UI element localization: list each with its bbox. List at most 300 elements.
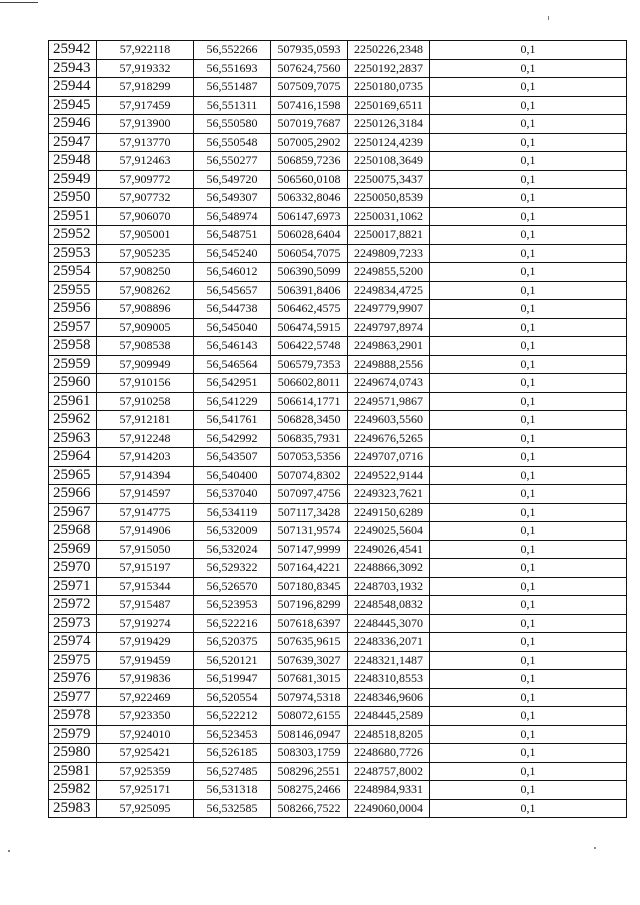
table-row — [49, 189, 627, 208]
longitude-cell: 56,526185 — [194, 744, 271, 763]
y-coordinate-cell: 2249707,0716 — [348, 448, 430, 467]
point-number: 25964 — [49, 448, 97, 467]
accuracy-cell: 0,1 — [430, 540, 627, 559]
latitude-cell: 57,914203 — [97, 448, 194, 467]
accuracy-cell: 0,1 — [430, 133, 627, 152]
latitude-cell: 57,909005 — [97, 318, 194, 337]
longitude-cell: 56,532585 — [194, 799, 271, 818]
accuracy-cell: 0,1 — [430, 614, 627, 633]
longitude-cell: 56,549720 — [194, 170, 271, 189]
x-coordinate-cell: 506422,5748 — [271, 337, 348, 356]
y-coordinate-cell: 2250169,6511 — [348, 96, 430, 115]
point-number: 25959 — [49, 355, 97, 374]
y-coordinate-cell: 2249323,7621 — [348, 485, 430, 504]
accuracy-cell: 0,1 — [430, 670, 627, 689]
y-coordinate-cell: 2249779,9907 — [348, 300, 430, 319]
point-number: 25970 — [49, 559, 97, 578]
table-row — [49, 559, 627, 578]
longitude-cell: 56,549307 — [194, 189, 271, 208]
latitude-cell: 57,905001 — [97, 226, 194, 245]
y-coordinate-cell: 2249863,2901 — [348, 337, 430, 356]
table-row — [49, 392, 627, 411]
longitude-cell: 56,551693 — [194, 59, 271, 78]
point-number: 25947 — [49, 133, 97, 152]
longitude-cell: 56,540400 — [194, 466, 271, 485]
table-row — [49, 411, 627, 430]
x-coordinate-cell: 507019,7687 — [271, 115, 348, 134]
point-number: 25965 — [49, 466, 97, 485]
accuracy-cell: 0,1 — [430, 744, 627, 763]
table-row — [49, 448, 627, 467]
point-number: 25958 — [49, 337, 97, 356]
latitude-cell: 57,915487 — [97, 596, 194, 615]
longitude-cell: 56,551311 — [194, 96, 271, 115]
point-number: 25971 — [49, 577, 97, 596]
longitude-cell: 56,522212 — [194, 707, 271, 726]
longitude-cell: 56,532024 — [194, 540, 271, 559]
table-row — [49, 78, 627, 97]
longitude-cell: 56,550277 — [194, 152, 271, 171]
y-coordinate-cell: 2250192,2837 — [348, 59, 430, 78]
accuracy-cell: 0,1 — [430, 189, 627, 208]
latitude-cell: 57,919459 — [97, 651, 194, 670]
table-row — [49, 614, 627, 633]
longitude-cell: 56,550580 — [194, 115, 271, 134]
accuracy-cell: 0,1 — [430, 522, 627, 541]
table-row — [49, 670, 627, 689]
x-coordinate-cell: 508275,2466 — [271, 781, 348, 800]
latitude-cell: 57,909772 — [97, 170, 194, 189]
point-number: 25955 — [49, 281, 97, 300]
x-coordinate-cell: 508146,0947 — [271, 725, 348, 744]
table-row — [49, 688, 627, 707]
point-number: 25974 — [49, 633, 97, 652]
point-number: 25962 — [49, 411, 97, 430]
accuracy-cell: 0,1 — [430, 374, 627, 393]
table-row — [49, 41, 627, 60]
table-row — [49, 781, 627, 800]
latitude-cell: 57,913900 — [97, 115, 194, 134]
y-coordinate-cell: 2249571,9867 — [348, 392, 430, 411]
x-coordinate-cell: 507117,3428 — [271, 503, 348, 522]
x-coordinate-cell: 506147,6973 — [271, 207, 348, 226]
accuracy-cell: 0,1 — [430, 688, 627, 707]
latitude-cell: 57,912248 — [97, 429, 194, 448]
longitude-cell: 56,526570 — [194, 577, 271, 596]
y-coordinate-cell: 2250017,8821 — [348, 226, 430, 245]
point-number: 25976 — [49, 670, 97, 689]
table-row — [49, 799, 627, 818]
x-coordinate-cell: 508072,6155 — [271, 707, 348, 726]
latitude-cell: 57,919429 — [97, 633, 194, 652]
latitude-cell: 57,913770 — [97, 133, 194, 152]
longitude-cell: 56,541761 — [194, 411, 271, 430]
point-number: 25980 — [49, 744, 97, 763]
y-coordinate-cell: 2250050,8539 — [348, 189, 430, 208]
latitude-cell: 57,919332 — [97, 59, 194, 78]
accuracy-cell: 0,1 — [430, 559, 627, 578]
y-coordinate-cell: 2248321,1487 — [348, 651, 430, 670]
latitude-cell: 57,905235 — [97, 244, 194, 263]
accuracy-cell: 0,1 — [430, 207, 627, 226]
y-coordinate-cell: 2248310,8553 — [348, 670, 430, 689]
accuracy-cell: 0,1 — [430, 503, 627, 522]
longitude-cell: 56,548974 — [194, 207, 271, 226]
y-coordinate-cell: 2249025,5604 — [348, 522, 430, 541]
x-coordinate-cell: 507974,5318 — [271, 688, 348, 707]
table-row — [49, 744, 627, 763]
y-coordinate-cell: 2248445,2589 — [348, 707, 430, 726]
point-number: 25949 — [49, 170, 97, 189]
y-coordinate-cell: 2249150,6289 — [348, 503, 430, 522]
accuracy-cell: 0,1 — [430, 244, 627, 263]
point-number: 25966 — [49, 485, 97, 504]
accuracy-cell: 0,1 — [430, 762, 627, 781]
x-coordinate-cell: 507635,9615 — [271, 633, 348, 652]
table-row — [49, 355, 627, 374]
y-coordinate-cell: 2249834,4725 — [348, 281, 430, 300]
x-coordinate-cell: 506579,7353 — [271, 355, 348, 374]
latitude-cell: 57,907732 — [97, 189, 194, 208]
y-coordinate-cell: 2248548,0832 — [348, 596, 430, 615]
y-coordinate-cell: 2249603,5560 — [348, 411, 430, 430]
x-coordinate-cell: 507618,6397 — [271, 614, 348, 633]
latitude-cell: 57,919836 — [97, 670, 194, 689]
table-row — [49, 300, 627, 319]
longitude-cell: 56,544738 — [194, 300, 271, 319]
y-coordinate-cell: 2250126,3184 — [348, 115, 430, 134]
latitude-cell: 57,925421 — [97, 744, 194, 763]
y-coordinate-cell: 2248680,7726 — [348, 744, 430, 763]
x-coordinate-cell: 507131,9574 — [271, 522, 348, 541]
x-coordinate-cell: 507196,8299 — [271, 596, 348, 615]
x-coordinate-cell: 507005,2902 — [271, 133, 348, 152]
point-number: 25946 — [49, 115, 97, 134]
accuracy-cell: 0,1 — [430, 281, 627, 300]
y-coordinate-cell: 2248346,9606 — [348, 688, 430, 707]
y-coordinate-cell: 2249797,8974 — [348, 318, 430, 337]
y-coordinate-cell: 2248757,8002 — [348, 762, 430, 781]
x-coordinate-cell: 507164,4221 — [271, 559, 348, 578]
table-row — [49, 152, 627, 171]
accuracy-cell: 0,1 — [430, 707, 627, 726]
accuracy-cell: 0,1 — [430, 263, 627, 282]
longitude-cell: 56,520554 — [194, 688, 271, 707]
longitude-cell: 56,550548 — [194, 133, 271, 152]
point-number: 25953 — [49, 244, 97, 263]
accuracy-cell: 0,1 — [430, 115, 627, 134]
latitude-cell: 57,918299 — [97, 78, 194, 97]
scan-mark — [548, 16, 549, 20]
x-coordinate-cell: 506560,0108 — [271, 170, 348, 189]
table-row — [49, 170, 627, 189]
table-row — [49, 226, 627, 245]
latitude-cell: 57,917459 — [97, 96, 194, 115]
latitude-cell: 57,925171 — [97, 781, 194, 800]
accuracy-cell: 0,1 — [430, 577, 627, 596]
table-row — [49, 318, 627, 337]
latitude-cell: 57,924010 — [97, 725, 194, 744]
x-coordinate-cell: 506859,7236 — [271, 152, 348, 171]
x-coordinate-cell: 507053,5356 — [271, 448, 348, 467]
x-coordinate-cell: 508266,7522 — [271, 799, 348, 818]
longitude-cell: 56,545240 — [194, 244, 271, 263]
latitude-cell: 57,915050 — [97, 540, 194, 559]
accuracy-cell: 0,1 — [430, 799, 627, 818]
latitude-cell: 57,922118 — [97, 41, 194, 60]
accuracy-cell: 0,1 — [430, 355, 627, 374]
latitude-cell: 57,923350 — [97, 707, 194, 726]
y-coordinate-cell: 2249674,0743 — [348, 374, 430, 393]
accuracy-cell: 0,1 — [430, 226, 627, 245]
latitude-cell: 57,915344 — [97, 577, 194, 596]
point-number: 25942 — [49, 41, 97, 60]
latitude-cell: 57,908896 — [97, 300, 194, 319]
table-row — [49, 466, 627, 485]
x-coordinate-cell: 507416,1598 — [271, 96, 348, 115]
point-number: 25954 — [49, 263, 97, 282]
point-number: 25975 — [49, 651, 97, 670]
y-coordinate-cell: 2248866,3092 — [348, 559, 430, 578]
table-row — [49, 115, 627, 134]
latitude-cell: 57,908538 — [97, 337, 194, 356]
y-coordinate-cell: 2248445,3070 — [348, 614, 430, 633]
longitude-cell: 56,523953 — [194, 596, 271, 615]
point-number: 25979 — [49, 725, 97, 744]
latitude-cell: 57,925095 — [97, 799, 194, 818]
table-row — [49, 337, 627, 356]
longitude-cell: 56,548751 — [194, 226, 271, 245]
point-number: 25981 — [49, 762, 97, 781]
longitude-cell: 56,522216 — [194, 614, 271, 633]
x-coordinate-cell: 507509,7075 — [271, 78, 348, 97]
longitude-cell: 56,542951 — [194, 374, 271, 393]
table-row — [49, 429, 627, 448]
point-number: 25969 — [49, 540, 97, 559]
accuracy-cell: 0,1 — [430, 596, 627, 615]
table-row — [49, 263, 627, 282]
table-row — [49, 485, 627, 504]
y-coordinate-cell: 2248703,1932 — [348, 577, 430, 596]
latitude-cell: 57,912181 — [97, 411, 194, 430]
table-row — [49, 96, 627, 115]
y-coordinate-cell: 2249060,0004 — [348, 799, 430, 818]
longitude-cell: 56,527485 — [194, 762, 271, 781]
x-coordinate-cell: 507097,4756 — [271, 485, 348, 504]
table-row — [49, 633, 627, 652]
accuracy-cell: 0,1 — [430, 41, 627, 60]
longitude-cell: 56,552266 — [194, 41, 271, 60]
point-number: 25943 — [49, 59, 97, 78]
header-rule — [0, 2, 38, 3]
table-row — [49, 651, 627, 670]
accuracy-cell: 0,1 — [430, 59, 627, 78]
point-number: 25982 — [49, 781, 97, 800]
x-coordinate-cell: 506391,8406 — [271, 281, 348, 300]
point-number: 25968 — [49, 522, 97, 541]
latitude-cell: 57,915197 — [97, 559, 194, 578]
table-row — [49, 540, 627, 559]
table-body — [49, 41, 627, 818]
table-row — [49, 577, 627, 596]
table-row — [49, 59, 627, 78]
accuracy-cell: 0,1 — [430, 466, 627, 485]
y-coordinate-cell: 2250075,3437 — [348, 170, 430, 189]
point-number: 25957 — [49, 318, 97, 337]
accuracy-cell: 0,1 — [430, 485, 627, 504]
y-coordinate-cell: 2248336,2071 — [348, 633, 430, 652]
accuracy-cell: 0,1 — [430, 411, 627, 430]
point-number: 25960 — [49, 374, 97, 393]
accuracy-cell: 0,1 — [430, 448, 627, 467]
longitude-cell: 56,537040 — [194, 485, 271, 504]
y-coordinate-cell: 2250226,2348 — [348, 41, 430, 60]
y-coordinate-cell: 2250180,0735 — [348, 78, 430, 97]
y-coordinate-cell: 2248518,8205 — [348, 725, 430, 744]
latitude-cell: 57,908250 — [97, 263, 194, 282]
latitude-cell: 57,909949 — [97, 355, 194, 374]
y-coordinate-cell: 2249888,2556 — [348, 355, 430, 374]
x-coordinate-cell: 507147,9999 — [271, 540, 348, 559]
point-number: 25977 — [49, 688, 97, 707]
table-row — [49, 207, 627, 226]
table-row — [49, 707, 627, 726]
x-coordinate-cell: 507639,3027 — [271, 651, 348, 670]
x-coordinate-cell: 508303,1759 — [271, 744, 348, 763]
longitude-cell: 56,543507 — [194, 448, 271, 467]
accuracy-cell: 0,1 — [430, 429, 627, 448]
table-row — [49, 374, 627, 393]
x-coordinate-cell: 506602,8011 — [271, 374, 348, 393]
longitude-cell: 56,545657 — [194, 281, 271, 300]
point-number: 25978 — [49, 707, 97, 726]
accuracy-cell: 0,1 — [430, 318, 627, 337]
accuracy-cell: 0,1 — [430, 392, 627, 411]
point-number: 25945 — [49, 96, 97, 115]
y-coordinate-cell: 2249809,7233 — [348, 244, 430, 263]
x-coordinate-cell: 506390,5099 — [271, 263, 348, 282]
x-coordinate-cell: 506614,1771 — [271, 392, 348, 411]
table-row — [49, 596, 627, 615]
point-number: 25963 — [49, 429, 97, 448]
x-coordinate-cell: 507935,0593 — [271, 41, 348, 60]
latitude-cell: 57,922469 — [97, 688, 194, 707]
longitude-cell: 56,520375 — [194, 633, 271, 652]
table-row — [49, 725, 627, 744]
longitude-cell: 56,542992 — [194, 429, 271, 448]
accuracy-cell: 0,1 — [430, 152, 627, 171]
y-coordinate-cell: 2248984,9331 — [348, 781, 430, 800]
table-row — [49, 503, 627, 522]
point-number: 25950 — [49, 189, 97, 208]
x-coordinate-cell: 507180,8345 — [271, 577, 348, 596]
longitude-cell: 56,546143 — [194, 337, 271, 356]
longitude-cell: 56,523453 — [194, 725, 271, 744]
latitude-cell: 57,919274 — [97, 614, 194, 633]
latitude-cell: 57,908262 — [97, 281, 194, 300]
point-number: 25944 — [49, 78, 97, 97]
accuracy-cell: 0,1 — [430, 651, 627, 670]
longitude-cell: 56,546564 — [194, 355, 271, 374]
longitude-cell: 56,546012 — [194, 263, 271, 282]
longitude-cell: 56,520121 — [194, 651, 271, 670]
latitude-cell: 57,910156 — [97, 374, 194, 393]
table-row — [49, 762, 627, 781]
y-coordinate-cell: 2249522,9144 — [348, 466, 430, 485]
table-row — [49, 522, 627, 541]
table-row — [49, 244, 627, 263]
latitude-cell: 57,925359 — [97, 762, 194, 781]
accuracy-cell: 0,1 — [430, 633, 627, 652]
y-coordinate-cell: 2250108,3649 — [348, 152, 430, 171]
x-coordinate-cell: 507681,3015 — [271, 670, 348, 689]
longitude-cell: 56,534119 — [194, 503, 271, 522]
x-coordinate-cell: 507074,8302 — [271, 466, 348, 485]
point-number: 25973 — [49, 614, 97, 633]
x-coordinate-cell: 506828,3450 — [271, 411, 348, 430]
latitude-cell: 57,914394 — [97, 466, 194, 485]
longitude-cell: 56,541229 — [194, 392, 271, 411]
scan-speck — [8, 850, 10, 852]
table-row — [49, 133, 627, 152]
accuracy-cell: 0,1 — [430, 725, 627, 744]
point-number: 25961 — [49, 392, 97, 411]
x-coordinate-cell: 506835,7931 — [271, 429, 348, 448]
latitude-cell: 57,910258 — [97, 392, 194, 411]
x-coordinate-cell: 508296,2551 — [271, 762, 348, 781]
scan-speck — [594, 847, 596, 849]
point-number: 25948 — [49, 152, 97, 171]
longitude-cell: 56,519947 — [194, 670, 271, 689]
y-coordinate-cell: 2249026,4541 — [348, 540, 430, 559]
accuracy-cell: 0,1 — [430, 170, 627, 189]
latitude-cell: 57,914597 — [97, 485, 194, 504]
point-number: 25956 — [49, 300, 97, 319]
accuracy-cell: 0,1 — [430, 337, 627, 356]
x-coordinate-cell: 506474,5915 — [271, 318, 348, 337]
point-number: 25972 — [49, 596, 97, 615]
x-coordinate-cell: 506332,8046 — [271, 189, 348, 208]
point-number: 25952 — [49, 226, 97, 245]
latitude-cell: 57,914906 — [97, 522, 194, 541]
longitude-cell: 56,532009 — [194, 522, 271, 541]
accuracy-cell: 0,1 — [430, 300, 627, 319]
accuracy-cell: 0,1 — [430, 78, 627, 97]
point-number: 25983 — [49, 799, 97, 818]
longitude-cell: 56,545040 — [194, 318, 271, 337]
latitude-cell: 57,906070 — [97, 207, 194, 226]
point-number: 25951 — [49, 207, 97, 226]
x-coordinate-cell: 506028,6404 — [271, 226, 348, 245]
table-row — [49, 281, 627, 300]
x-coordinate-cell: 506462,4575 — [271, 300, 348, 319]
y-coordinate-cell: 2250124,4239 — [348, 133, 430, 152]
accuracy-cell: 0,1 — [430, 781, 627, 800]
point-number: 25967 — [49, 503, 97, 522]
y-coordinate-cell: 2249855,5200 — [348, 263, 430, 282]
x-coordinate-cell: 506054,7075 — [271, 244, 348, 263]
y-coordinate-cell: 2249676,5265 — [348, 429, 430, 448]
accuracy-cell: 0,1 — [430, 96, 627, 115]
coordinates-table — [48, 40, 627, 818]
latitude-cell: 57,912463 — [97, 152, 194, 171]
y-coordinate-cell: 2250031,1062 — [348, 207, 430, 226]
longitude-cell: 56,531318 — [194, 781, 271, 800]
latitude-cell: 57,914775 — [97, 503, 194, 522]
x-coordinate-cell: 507624,7560 — [271, 59, 348, 78]
longitude-cell: 56,529322 — [194, 559, 271, 578]
longitude-cell: 56,551487 — [194, 78, 271, 97]
